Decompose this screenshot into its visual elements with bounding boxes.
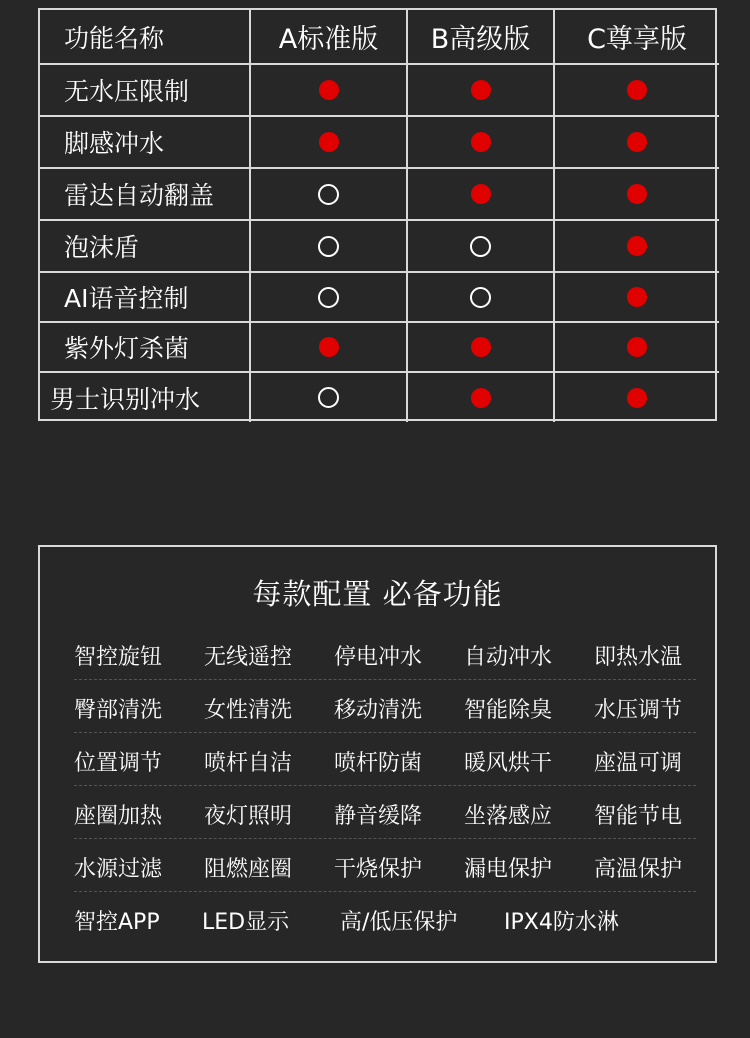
- version-a-cell: [250, 168, 407, 220]
- standard-features-title: 每款配置 必备功能: [252, 577, 503, 611]
- feature-name-cell: 泡沫盾: [40, 220, 250, 272]
- header-feature-name: 功能名称: [40, 10, 250, 64]
- included-dot-icon: [627, 80, 647, 100]
- version-c-cell: [554, 372, 719, 422]
- standard-feature-item: 喷杆自洁: [204, 751, 293, 776]
- standard-feature-item: 无线遥控: [204, 645, 293, 670]
- feature-comparison-table: [38, 8, 717, 421]
- table-row: [40, 168, 719, 220]
- excluded-circle-icon: [318, 387, 339, 408]
- version-a-cell: [250, 64, 407, 116]
- version-b-cell: [407, 272, 554, 322]
- standard-feature-item: 停电冲水: [334, 645, 423, 670]
- feature-name-cell: AI语音控制: [40, 272, 250, 322]
- version-b-cell: [407, 168, 554, 220]
- excluded-circle-icon: [470, 287, 491, 308]
- included-dot-icon: [627, 388, 647, 408]
- standard-feature-item: 夜灯照明: [204, 804, 293, 829]
- standard-feature-item: 喷杆防菌: [334, 751, 423, 776]
- standard-feature-item: 智控APP: [74, 910, 160, 935]
- feature-name-cell: 无水压限制: [40, 64, 250, 116]
- standard-feature-item: 静音缓降: [334, 804, 423, 829]
- version-c-cell: [554, 116, 719, 168]
- version-b-cell: [407, 64, 554, 116]
- version-a-cell: [250, 220, 407, 272]
- included-dot-icon: [471, 388, 491, 408]
- included-dot-icon: [627, 236, 647, 256]
- version-a-cell: [250, 272, 407, 322]
- table-header-row: [40, 10, 719, 64]
- standard-feature-item: 阻燃座圈: [204, 857, 293, 882]
- table-row: [40, 272, 719, 322]
- standard-features-grid: [74, 627, 696, 945]
- version-c-cell: [554, 272, 719, 322]
- standard-feature-item: 坐落感应: [464, 804, 553, 829]
- standard-feature-item: 暖风烘干: [464, 751, 553, 776]
- included-dot-icon: [319, 337, 339, 357]
- feature-grid-row: [74, 733, 696, 786]
- feature-grid-row: [74, 839, 696, 892]
- feature-grid-row: [74, 892, 696, 945]
- version-b-cell: [407, 322, 554, 372]
- included-dot-icon: [627, 287, 647, 307]
- standard-feature-item: 高/低压保护: [340, 910, 458, 935]
- included-dot-icon: [471, 184, 491, 204]
- standard-features-box: [38, 545, 717, 963]
- included-dot-icon: [471, 132, 491, 152]
- feature-name-cell: 脚感冲水: [40, 116, 250, 168]
- table-row: [40, 372, 719, 422]
- included-dot-icon: [471, 80, 491, 100]
- feature-grid-row: [74, 786, 696, 839]
- standard-feature-item: 高温保护: [594, 857, 683, 882]
- version-c-cell: [554, 322, 719, 372]
- standard-feature-item: IPX4防水淋: [504, 910, 619, 935]
- excluded-circle-icon: [470, 236, 491, 257]
- feature-name-cell: 雷达自动翻盖: [40, 168, 250, 220]
- feature-grid-row: [74, 627, 696, 680]
- feature-name-cell: 男士识别冲水: [40, 372, 250, 422]
- version-b-cell: [407, 372, 554, 422]
- standard-feature-item: 移动清洗: [334, 698, 423, 723]
- excluded-circle-icon: [318, 184, 339, 205]
- header-version-c: C尊享版: [554, 10, 719, 64]
- included-dot-icon: [319, 132, 339, 152]
- feature-grid-row: [74, 680, 696, 733]
- standard-feature-item: 臀部清洗: [74, 698, 163, 723]
- feature-name-cell: 紫外灯杀菌: [40, 322, 250, 372]
- version-a-cell: [250, 372, 407, 422]
- standard-feature-item: LED显示: [202, 910, 290, 935]
- standard-feature-item: 水源过滤: [74, 857, 163, 882]
- standard-feature-item: 智能节电: [594, 804, 683, 829]
- header-version-b: B高级版: [407, 10, 554, 64]
- standard-feature-item: 智能除臭: [464, 698, 553, 723]
- standard-feature-item: 即热水温: [594, 645, 683, 670]
- standard-feature-item: 座温可调: [594, 751, 683, 776]
- table-row: [40, 116, 719, 168]
- excluded-circle-icon: [318, 236, 339, 257]
- header-version-a: A标准版: [250, 10, 407, 64]
- standard-feature-item: 干烧保护: [334, 857, 423, 882]
- table-row: [40, 64, 719, 116]
- included-dot-icon: [627, 132, 647, 152]
- version-a-cell: [250, 116, 407, 168]
- standard-feature-item: 漏电保护: [464, 857, 553, 882]
- standard-feature-item: 座圈加热: [74, 804, 163, 829]
- included-dot-icon: [319, 80, 339, 100]
- version-b-cell: [407, 220, 554, 272]
- standard-feature-item: 水压调节: [594, 698, 683, 723]
- excluded-circle-icon: [318, 287, 339, 308]
- standard-feature-item: 女性清洗: [204, 698, 293, 723]
- version-c-cell: [554, 64, 719, 116]
- standard-feature-item: 自动冲水: [464, 645, 553, 670]
- version-c-cell: [554, 220, 719, 272]
- version-a-cell: [250, 322, 407, 372]
- table-row: [40, 220, 719, 272]
- included-dot-icon: [627, 184, 647, 204]
- included-dot-icon: [627, 337, 647, 357]
- included-dot-icon: [471, 337, 491, 357]
- standard-feature-item: 智控旋钮: [74, 645, 163, 670]
- standard-feature-item: 位置调节: [74, 751, 163, 776]
- version-b-cell: [407, 116, 554, 168]
- table-row: [40, 322, 719, 372]
- version-c-cell: [554, 168, 719, 220]
